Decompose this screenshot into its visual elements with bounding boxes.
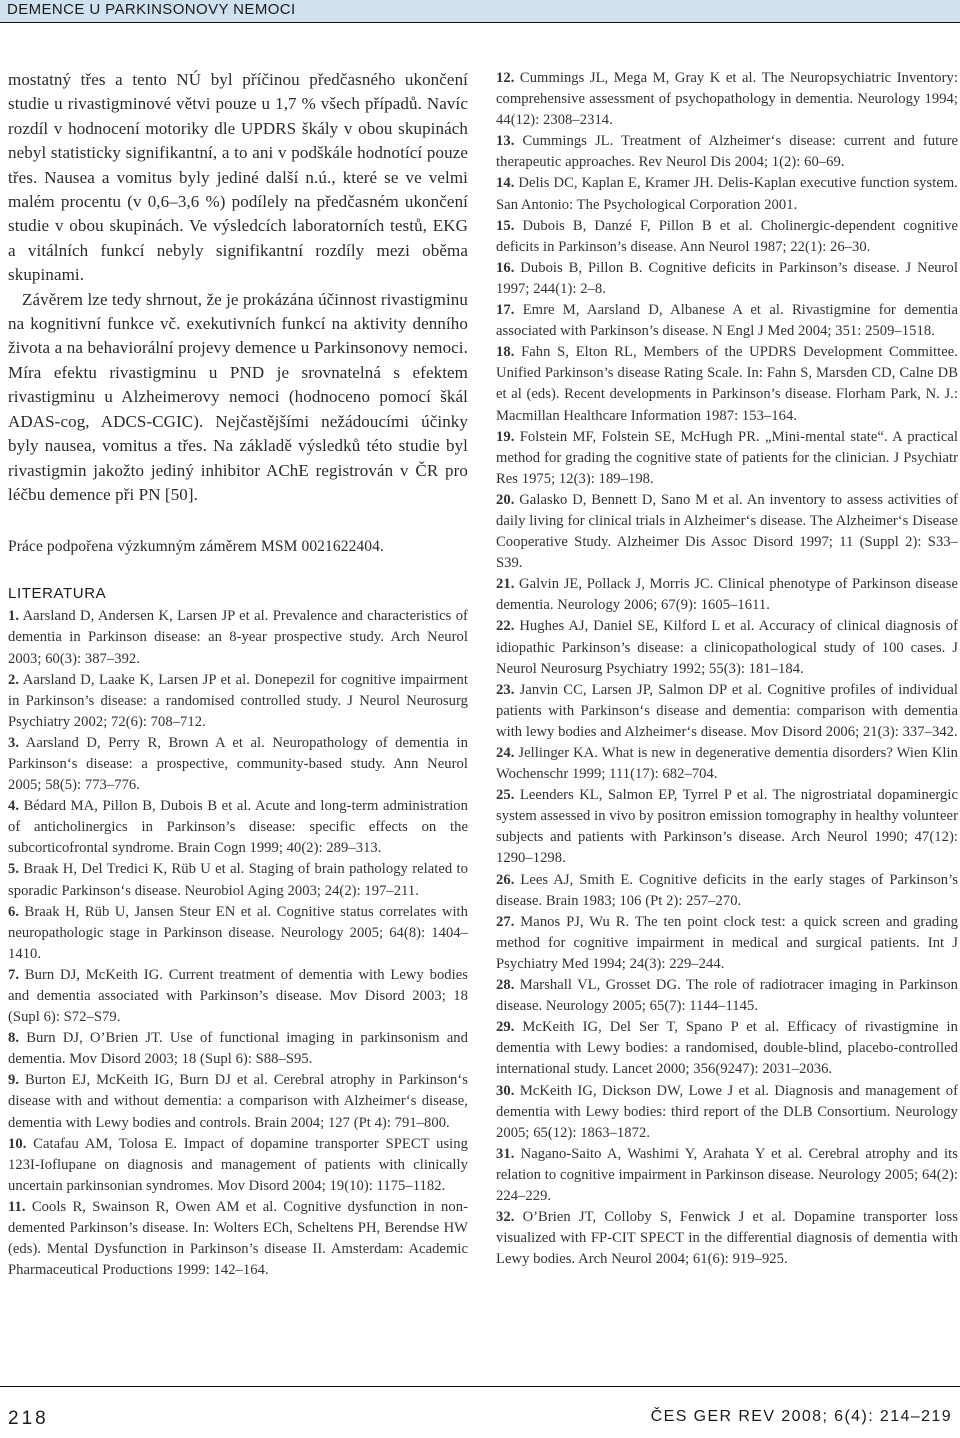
reference-number: 7. bbox=[8, 966, 20, 983]
reference-item bbox=[8, 1197, 468, 1281]
reference-text: O’Brien JT, Colloby S, Fenwick J et al. Dopamine transporter loss visualized with FP-CIT SPECT in the differential diagnosis of dementia with Lewy bodies. Arch Neurol 2004; 61(6): 919–925. bbox=[496, 1209, 958, 1268]
reference-item bbox=[496, 912, 958, 975]
reference-item bbox=[496, 1207, 958, 1270]
reference-number: 20. bbox=[496, 491, 515, 508]
reference-item bbox=[8, 1028, 468, 1070]
reference-number: 28. bbox=[496, 977, 515, 994]
header-rule bbox=[0, 22, 960, 23]
reference-text: Aarsland D, Andersen K, Larsen JP et al. Prevalence and characteristics of dementia in Parkinson disease: an 8-year prospective study. Arch Neurol 2003; 60(3): 387–392. bbox=[8, 608, 468, 667]
reference-text: Cummings JL. Treatment of Alzheimer‘s disease: current and future therapeutic approaches. Rev Neurol Dis 2004; 1(2): 60–69. bbox=[496, 133, 959, 171]
reference-text: Bédard MA, Pillon B, Dubois B et al. Acute and long-term administration of anticholinergics in Parkinson’s disease: specific effects on the subcorticofrontal syndrome. Brain Cogn 1999; 40(2): 289–313. bbox=[8, 798, 468, 857]
reference-number: 31. bbox=[496, 1145, 515, 1162]
body-paragraph: mostatný třes a tento NÚ byl příčinou předčasného ukončení studie u rivastigminové větvi pouze u 1,7 % všech případů. Navíc rozdíl v hodnocení motoriky dle UPDRS škály v obou skupinách nebyl statisticky signifikantní, a to ani v podškále hodnotící pouze třes. Nausea a vomitus byly jediné další n.ú., které se ve velmi malém procentu (v 0,6–3,6 %) podílely na předčasném ukončení studie v obou skupinách. Ve výsledcích laboratorních testů, EKG a vitálních funkcí nebyly signifikantní rozdíly mezi oběma skupinami. bbox=[8, 70, 468, 285]
reference-text: Folstein MF, Folstein SE, McHugh PR. „Mini-mental state“. A practical method for grading the cognitive state of patients for the clinician. J Psychiatr Res 1975; 12(3): 189–198. bbox=[496, 428, 958, 487]
reference-text: Jellinger KA. What is new in degenerative dementia disorders? Wien Klin Wochenschr 1999; 111(17): 682–704. bbox=[496, 745, 958, 783]
reference-text: Burton EJ, McKeith IG, Burn DJ et al. Cerebral atrophy in Parkinson‘s disease with and without dementia: a comparison with Alzheimer‘s disease, dementia with Lewy bodies and controls. Brain 2004; 127 (Pt 4): 791–800. bbox=[8, 1072, 468, 1131]
reference-item bbox=[496, 1017, 958, 1080]
reference-item bbox=[8, 606, 468, 669]
reference-text: Manos PJ, Wu R. The ten point clock test: a quick screen and grading method for cognitive impairment in medical and surgical patients. Int J Psychiatry Med 1994; 24(3): 229–244. bbox=[496, 913, 959, 972]
reference-number: 2. bbox=[8, 671, 20, 688]
reference-item bbox=[8, 1134, 468, 1197]
reference-item bbox=[496, 680, 958, 743]
reference-item bbox=[496, 574, 958, 616]
footer-rule bbox=[0, 1386, 960, 1387]
reference-text: Dubois B, Danzé F, Pillon B et al. Cholinergic-dependent cognitive deficits in Parkinson’s disease. Ann Neurol 1987; 22(1): 26–30. bbox=[496, 217, 959, 255]
grant-acknowledgement: Práce podpořena výzkumným záměrem MSM 0021622404. bbox=[8, 538, 384, 556]
reference-item bbox=[496, 131, 958, 173]
reference-number: 10. bbox=[8, 1135, 27, 1152]
running-header bbox=[0, 0, 960, 22]
reference-item bbox=[496, 743, 958, 785]
journal-citation: ČES GER REV 2008; 6(4): 214–219 bbox=[650, 1408, 952, 1425]
reference-number: 32. bbox=[496, 1209, 515, 1226]
reference-number: 23. bbox=[496, 681, 515, 698]
reference-item bbox=[496, 68, 958, 131]
reference-number: 19. bbox=[496, 428, 515, 445]
reference-number: 8. bbox=[8, 1030, 20, 1047]
reference-item bbox=[496, 258, 958, 300]
reference-text: Hughes AJ, Daniel SE, Kilford L et al. Accuracy of clinical diagnosis of idiopathic Parkinson’s disease: a clinicopathological study of 100 cases. J Neurol Neurosurg Psychiatry 1992; 55(3): 181–184. bbox=[496, 618, 958, 677]
reference-item bbox=[496, 616, 958, 679]
reference-item bbox=[496, 975, 958, 1017]
reference-item bbox=[496, 1081, 958, 1144]
reference-number: 22. bbox=[496, 618, 515, 635]
reference-item bbox=[496, 216, 958, 258]
reference-number: 30. bbox=[496, 1082, 515, 1099]
reference-number: 4. bbox=[8, 798, 20, 815]
reference-text: Janvin CC, Larsen JP, Salmon DP et al. Cognitive profiles of individual patients with Parkinson‘s disease and dementia: comparison with dementia with lewy bodies and Alzheimer‘s disease. Mov Disord 2006; 21(3): 337–342. bbox=[496, 681, 958, 740]
reference-text: Braak H, Del Tredici K, Rüb U et al. Staging of brain pathology related to sporadic Parkinson‘s disease. Neurobiol Aging 2003; 24(2): 197–211. bbox=[8, 861, 468, 899]
reference-number: 11. bbox=[8, 1198, 26, 1215]
reference-text: Dubois B, Pillon B. Cognitive deficits in Parkinson’s disease. J Neurol 1997; 244(1): 2–8. bbox=[496, 259, 958, 297]
reference-number: 29. bbox=[496, 1019, 515, 1036]
reference-number: 25. bbox=[496, 787, 515, 804]
reference-list-right bbox=[496, 68, 958, 1270]
reference-item bbox=[8, 902, 468, 965]
literature-heading: LITERATURA bbox=[8, 585, 107, 603]
reference-item bbox=[496, 870, 958, 912]
reference-item bbox=[496, 490, 958, 574]
reference-text: Burn DJ, McKeith IG. Current treatment of dementia with Lewy bodies and dementia associated with Parkinson’s disease. Mov Disord 2003; 18 (Supl 6): S72–S79. bbox=[8, 966, 468, 1026]
reference-item bbox=[496, 300, 958, 342]
reference-text: Catafau AM, Tolosa E. Impact of dopamine transporter SPECT using 123I-Ioflupane on diagnosis and management of patients with clinically uncertain parkinsonian syndromes. Mov Disord 2004; 19(10): 1175–1182. bbox=[8, 1135, 468, 1194]
reference-number: 15. bbox=[496, 217, 515, 234]
reference-text: Lees AJ, Smith E. Cognitive deficits in the early stages of Parkinson’s disease. Brain 1983; 106 (Pt 2): 257–270. bbox=[496, 871, 958, 909]
reference-item bbox=[496, 1144, 958, 1207]
reference-number: 21. bbox=[496, 576, 515, 593]
reference-item bbox=[496, 427, 958, 490]
reference-number: 6. bbox=[8, 903, 20, 920]
reference-item bbox=[8, 796, 468, 859]
reference-item bbox=[8, 1070, 468, 1133]
reference-number: 24. bbox=[496, 745, 515, 761]
reference-text: Emre M, Aarsland D, Albanese A et al. Rivastigmine for dementia associated with Parkinson’s disease. N Engl J Med 2004; 351: 2509–1518. bbox=[496, 302, 959, 340]
reference-number: 5. bbox=[8, 861, 20, 878]
reference-number: 12. bbox=[496, 70, 515, 86]
reference-text: Delis DC, Kaplan E, Kramer JH. Delis-Kaplan executive function system. San Antonio: The Psychological Corporation 2001. bbox=[496, 175, 958, 213]
reference-text: McKeith IG, Del Ser T, Spano P et al. Efficacy of rivastigmine in dementia with Lewy bodies: a randomised, double-blind, placebo-controlled international study. Lancet 2000; 356(9247): 2031–2036. bbox=[496, 1019, 958, 1078]
reference-text: Braak H, Rüb U, Jansen Steur EN et al. Cognitive status correlates with neuropathologic stage in Parkinson disease. Neurology 2005; 64(8): 1404–1410. bbox=[8, 903, 468, 962]
left-column bbox=[8, 68, 468, 1281]
reference-text: Cummings JL, Mega M, Gray K et al. The Neuropsychiatric Inventory: comprehensive assessment of psychopathology in dementia. Neurology 1994; 44(12): 2308–2314. bbox=[496, 70, 958, 129]
reference-text: Fahn S, Elton RL, Members of the UPDRS Development Committee. Unified Parkinson’s disease Rating Scale. In: Fahn S, Marsden CD, Calne DB et al (eds). Recent developments in Parkinson’s disease. Florham Park, N. J.: Macmillan Healthcare Information 1987: 153–164. bbox=[496, 344, 958, 424]
reference-text: Burn DJ, O’Brien JT. Use of functional imaging in parkinsonism and dementia. Mov Disord 2003; 18 (Supl 6): S88–S95. bbox=[8, 1030, 468, 1068]
reference-item bbox=[496, 342, 958, 426]
reference-number: 26. bbox=[496, 871, 515, 888]
reference-text: Nagano-Saito A, Washimi Y, Arahata Y et al. Cerebral atrophy and its relation to cognitive impairment in Parkinson disease. Neurology 2005; 64(2): 224–229. bbox=[496, 1145, 958, 1204]
reference-item bbox=[8, 859, 468, 901]
reference-number: 16. bbox=[496, 259, 515, 276]
reference-item bbox=[8, 965, 468, 1028]
body-paragraph: Závěrem lze tedy shrnout, že je prokázána účinnost rivastigminu na kognitivní funkce vč. exekutivních funkcí na aktivity denního života a na behaviorální projevy demence u Parkinsonovy nemoci. Míra efektu rivastigminu u PND je srovnatelná s efektem rivastigminu u Alzheimerovy nemoci (hodnoceno pomocí škál ADAS-cog, ADCS-CGIC). Nejčastějšími nežádoucími účinky byly nausea, vomitus a třes. Na základě výsledků této studie byl rivastigmin jakožto jediný inhibitor AChE registrován v ČR pro léčbu demence při PN [50]. bbox=[8, 289, 468, 504]
reference-item bbox=[8, 733, 468, 796]
reference-number: 27. bbox=[496, 913, 515, 930]
reference-text: Galvin JE, Pollack J, Morris JC. Clinical phenotype of Parkinson disease dementia. Neurology 2006; 67(9): 1605–1611. bbox=[496, 576, 958, 614]
reference-text: Aarsland D, Perry R, Brown A et al. Neuropathology of dementia in Parkinson‘s disease: a prospective, community-based study. Ann Neurol 2005; 58(5): 773–776. bbox=[8, 734, 468, 794]
reference-list-left bbox=[8, 606, 468, 1281]
reference-text: McKeith IG, Dickson DW, Lowe J et al. Diagnosis and management of dementia with Lewy bodies: third report of the DLB Consortium. Neurology 2005; 65(12): 1863–1872. bbox=[496, 1082, 958, 1141]
page-number: 218 bbox=[8, 1408, 49, 1429]
running-header-title: DEMENCE U PARKINSONOVY NEMOCI bbox=[7, 1, 296, 18]
reference-number: 17. bbox=[496, 302, 515, 319]
reference-number: 9. bbox=[8, 1072, 20, 1089]
reference-text: Marshall VL, Grosset DG. The role of radiotracer imaging in Parkinson disease. Neurology 2005; 65(7): 1144–1145. bbox=[496, 977, 958, 1015]
reference-number: 18. bbox=[496, 344, 515, 361]
reference-text: Cools R, Swainson R, Owen AM et al. Cognitive dysfunction in non-demented Parkinson’s disease. In: Wolters ECh, Scheltens PH, Berendse HW (eds). Mental Dysfunction in Parkinson’s disease II. Amsterdam: Academic Pharmaceutical Productions 1999: 142–164. bbox=[8, 1198, 469, 1279]
right-column bbox=[496, 68, 958, 1270]
reference-item bbox=[496, 785, 958, 869]
reference-text: Galasko D, Bennett D, Sano M et al. An inventory to assess activities of daily living for clinical trials in Alzheimer‘s disease. The Alzheimer‘s Disease Cooperative Study. Alzheimer Dis Assoc Disord 1997; 11 (Suppl 2): S33–S39. bbox=[496, 491, 958, 572]
reference-text: Aarsland D, Laake K, Larsen JP et al. Donepezil for cognitive impairment in Parkinson’s disease: a randomised controlled study. J Neurol Neurosurg Psychiatry 2002; 72(6): 708–712. bbox=[8, 671, 468, 730]
reference-item bbox=[8, 670, 468, 733]
reference-item bbox=[496, 173, 958, 215]
reference-number: 14. bbox=[496, 175, 515, 192]
reference-text: Leenders KL, Salmon EP, Tyrrel P et al. The nigrostriatal dopaminergic system assessed in vivo by positron emission tomography in healthy volunteer subjects and patients with Parkinson’s disease. Arch Neurol 1990; 47(12): 1290–1298. bbox=[496, 787, 958, 867]
reference-number: 13. bbox=[496, 133, 515, 150]
reference-number: 1. bbox=[8, 608, 20, 625]
reference-number: 3. bbox=[8, 734, 20, 751]
